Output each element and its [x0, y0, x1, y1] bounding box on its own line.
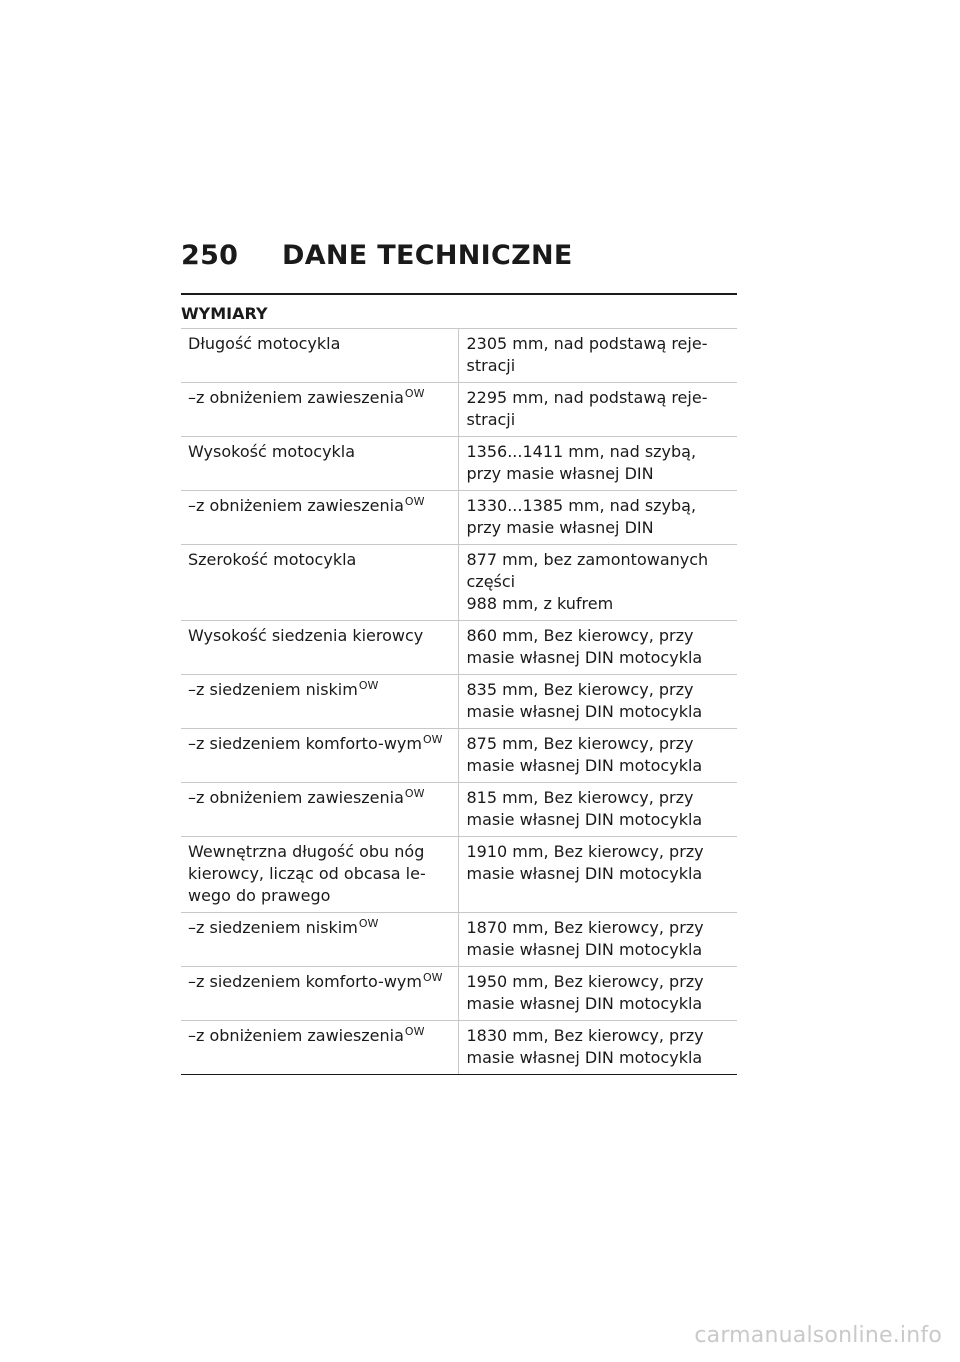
spec-value-line: stracji — [466, 410, 516, 429]
page-number: 250 — [181, 240, 239, 271]
chapter-title: DANE TECHNICZNE — [282, 240, 573, 271]
spec-label-text: Długość motocykla — [188, 334, 341, 353]
spec-value-line: 1330...1385 mm, nad szybą, — [466, 496, 697, 515]
spec-label-text: Szerokość motocykla — [188, 550, 357, 569]
spec-value-line: masie własnej DIN motocykla — [466, 1048, 703, 1067]
spec-label — [181, 383, 458, 437]
spec-label-text: –z obniżeniem zawieszenia — [188, 1026, 404, 1045]
table-row — [181, 621, 737, 675]
spec-label-text: Wysokość siedzenia kierowcy — [188, 626, 424, 645]
spec-label-text: –z obniżeniem zawieszenia — [188, 388, 404, 407]
spec-label — [181, 491, 458, 545]
spec-label — [181, 1021, 458, 1075]
spec-label — [181, 967, 458, 1021]
spec-value — [458, 675, 737, 729]
spec-value-line: masie własnej DIN motocykla — [466, 648, 703, 667]
section-title: WYMIARY — [181, 304, 268, 323]
dimensions-table — [181, 328, 737, 1075]
spec-value-line: 2295 mm, nad podstawą reje- — [466, 388, 708, 407]
spec-value-line: masie własnej DIN motocykla — [466, 702, 703, 721]
spec-value-line: 815 mm, Bez kierowcy, przy — [466, 788, 694, 807]
spec-value — [458, 1021, 737, 1075]
dimensions-table-body — [181, 329, 737, 1075]
table-row — [181, 729, 737, 783]
spec-value — [458, 621, 737, 675]
optional-equipment-marker: OW — [404, 787, 425, 800]
manual-page — [181, 240, 737, 1075]
spec-value-line: części — [466, 572, 516, 591]
section-divider — [181, 293, 737, 295]
spec-value — [458, 913, 737, 967]
spec-label — [181, 913, 458, 967]
spec-value-line: 860 mm, Bez kierowcy, przy — [466, 626, 694, 645]
spec-value — [458, 329, 737, 383]
table-row — [181, 967, 737, 1021]
spec-label-text: –z siedzeniem niskim — [188, 680, 358, 699]
spec-value-line: 1870 mm, Bez kierowcy, przy — [466, 918, 704, 937]
spec-label — [181, 675, 458, 729]
spec-value — [458, 837, 737, 913]
spec-value-line: masie własnej DIN motocykla — [466, 994, 703, 1013]
spec-label — [181, 437, 458, 491]
spec-label-text: –z obniżeniem zawieszenia — [188, 496, 404, 515]
spec-label-text: –z siedzeniem komforto-wym — [188, 972, 422, 991]
table-row — [181, 329, 737, 383]
spec-label — [181, 621, 458, 675]
spec-value-line: masie własnej DIN motocykla — [466, 864, 703, 883]
spec-label-text: –z siedzeniem komforto-wym — [188, 734, 422, 753]
spec-value — [458, 729, 737, 783]
optional-equipment-marker: OW — [358, 917, 379, 930]
spec-value-line: 1910 mm, Bez kierowcy, przy — [466, 842, 704, 861]
optional-equipment-marker: OW — [358, 679, 379, 692]
table-row — [181, 491, 737, 545]
spec-label — [181, 545, 458, 621]
spec-value-line: 835 mm, Bez kierowcy, przy — [466, 680, 694, 699]
spec-value-line: masie własnej DIN motocykla — [466, 940, 703, 959]
optional-equipment-marker: OW — [422, 971, 443, 984]
spec-value — [458, 545, 737, 621]
optional-equipment-marker: OW — [404, 387, 425, 400]
table-row — [181, 545, 737, 621]
spec-value-line: 1830 mm, Bez kierowcy, przy — [466, 1026, 704, 1045]
spec-label — [181, 329, 458, 383]
table-row — [181, 913, 737, 967]
table-row — [181, 783, 737, 837]
spec-value-line: przy masie własnej DIN — [466, 464, 654, 483]
spec-value-line: 2305 mm, nad podstawą reje- — [466, 334, 708, 353]
spec-label-text: Wewnętrzna długość obu nóg kierowcy, licząc od obcasa le-wego do prawego — [188, 842, 426, 905]
spec-value — [458, 783, 737, 837]
spec-value — [458, 383, 737, 437]
spec-label — [181, 837, 458, 913]
spec-label — [181, 729, 458, 783]
spec-value-line: masie własnej DIN motocykla — [466, 810, 703, 829]
spec-label-text: Wysokość motocykla — [188, 442, 356, 461]
spec-value-line: masie własnej DIN motocykla — [466, 756, 703, 775]
spec-value-line: stracji — [466, 356, 516, 375]
spec-value-line: przy masie własnej DIN — [466, 518, 654, 537]
spec-value — [458, 491, 737, 545]
optional-equipment-marker: OW — [404, 495, 425, 508]
spec-value — [458, 967, 737, 1021]
table-row — [181, 383, 737, 437]
spec-value-line: 1356...1411 mm, nad szybą, — [466, 442, 697, 461]
spec-value-line: 875 mm, Bez kierowcy, przy — [466, 734, 694, 753]
spec-value-line: 1950 mm, Bez kierowcy, przy — [466, 972, 704, 991]
spec-value — [458, 437, 737, 491]
spec-label-text: –z obniżeniem zawieszenia — [188, 788, 404, 807]
table-row — [181, 1021, 737, 1075]
spec-label-text: –z siedzeniem niskim — [188, 918, 358, 937]
spec-value-line: 988 mm, z kufrem — [466, 594, 614, 613]
table-row — [181, 837, 737, 913]
optional-equipment-marker: OW — [422, 733, 443, 746]
spec-label — [181, 783, 458, 837]
optional-equipment-marker: OW — [404, 1025, 425, 1038]
spec-value-line: 877 mm, bez zamontowanych — [466, 550, 709, 569]
page-header — [181, 240, 737, 284]
table-row — [181, 675, 737, 729]
table-row — [181, 437, 737, 491]
watermark: carmanualsonline.info — [694, 1323, 942, 1348]
